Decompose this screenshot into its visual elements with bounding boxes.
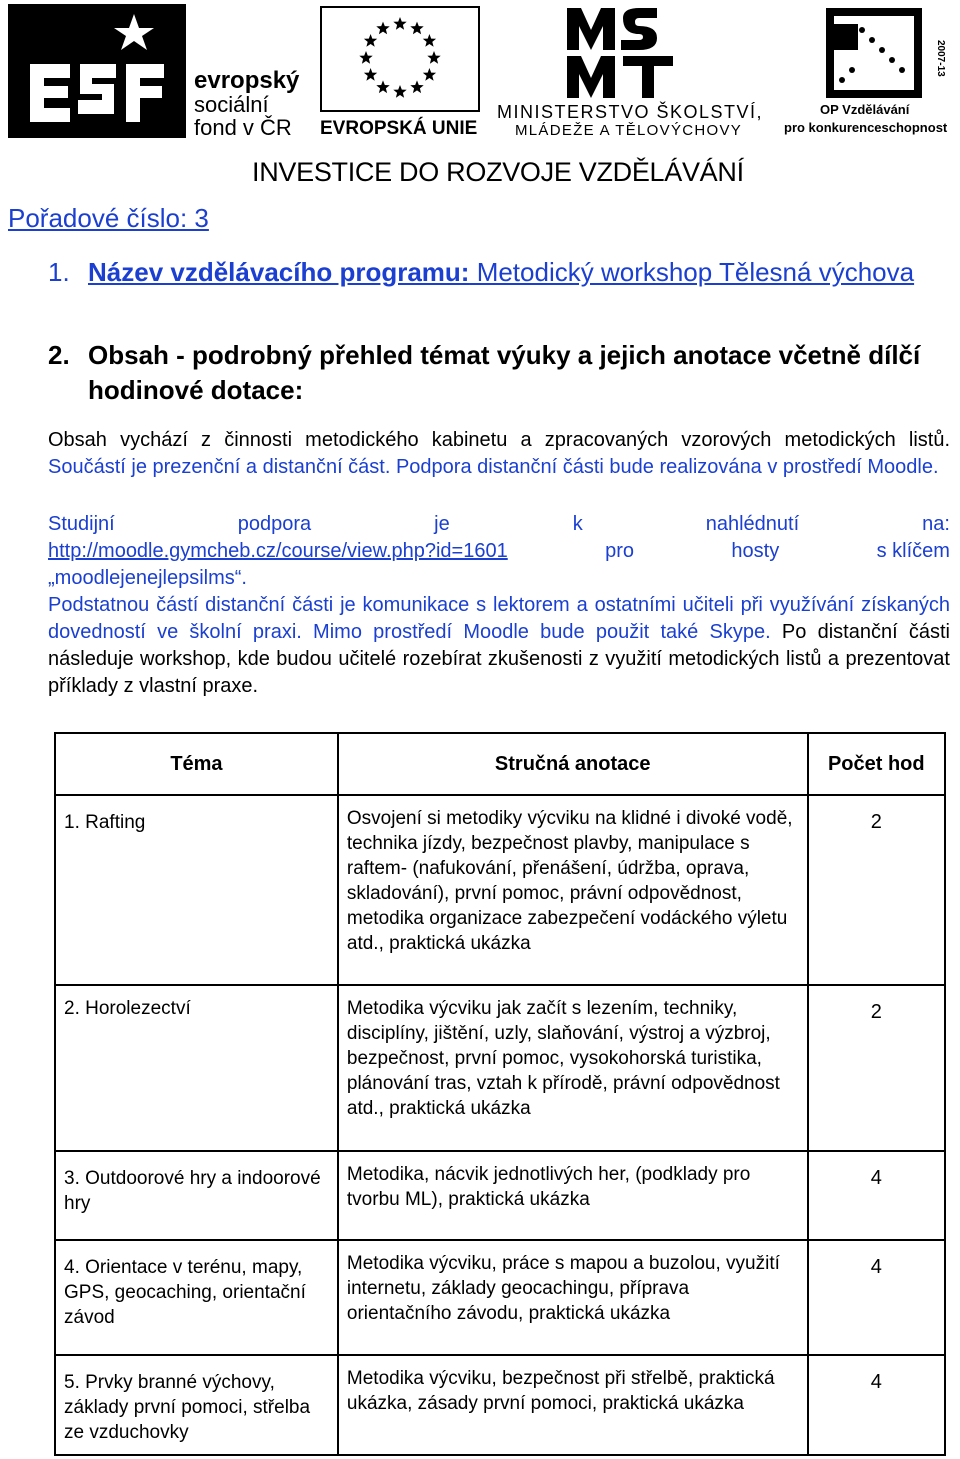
svg-text:MINISTERSTVO ŠKOLSTVÍ,: MINISTERSTVO ŠKOLSTVÍ, xyxy=(497,102,764,122)
svg-text:sociální: sociální xyxy=(194,92,269,117)
word: s klíčem xyxy=(876,540,950,562)
study-support-line xyxy=(48,511,950,538)
hours-cell: 4 xyxy=(870,1371,882,1393)
paragraph-distance-learning xyxy=(48,592,950,700)
topic-cell: 1. Rafting xyxy=(64,812,146,833)
header-hours: Počet hod xyxy=(808,733,945,795)
op-vzdelavani-logo xyxy=(782,4,958,136)
table-row xyxy=(55,795,945,985)
paragraph-text: Obsah vychází z činnosti metodického kabinetu a zpracovaných vzorových metodických listů. xyxy=(48,429,950,451)
hours-cell: 2 xyxy=(870,1001,882,1023)
hours-cell: 4 xyxy=(870,1256,882,1278)
content-heading xyxy=(48,338,953,408)
header-topic: Téma xyxy=(55,733,338,795)
program-name-label: Název vzdělávacího programu: xyxy=(88,257,470,287)
table-row xyxy=(55,1240,945,1355)
word: pro xyxy=(605,540,635,562)
word: podpora xyxy=(237,513,312,535)
esf-logo xyxy=(8,4,313,138)
annotation-cell: Metodika výcviku jak začít s lezením, techniky, disciplíny, jištění, uzly, slaňování, výstroj a výzbroj, bezpečnost, první pomoc, vysokohorská turistika, plánování tras, vztah k přírodě, právní odpovědnost atd., praktická ukázka xyxy=(346,998,780,1119)
paragraph-study-support xyxy=(48,511,950,592)
word: hosty xyxy=(731,540,780,562)
content-heading-text: Obsah - podrobný přehled témat výuky a jejich anotace včetně dílčí hodinové dotace: xyxy=(88,340,921,405)
svg-text:2007-13: 2007-13 xyxy=(935,40,946,77)
svg-text:pro konkurenceschopnost: pro konkurenceschopnost xyxy=(784,120,948,135)
word: je xyxy=(434,513,450,535)
svg-text:EVROPSKÁ UNIE: EVROPSKÁ UNIE xyxy=(320,118,478,138)
program-name-heading xyxy=(48,254,943,291)
paragraph-text-highlight: Součástí je prezenční a distanční část. Podpora distanční části bude realizována v prostředí Moodle. xyxy=(48,456,939,478)
program-name-value: Metodický workshop Tělesná výchova xyxy=(469,257,915,287)
word: na: xyxy=(922,513,950,535)
annotation-cell: Metodika výcviku, práce s mapou a buzolou, využití internetu, základy geocachingu, příprava orientačního závodu, praktická ukázka xyxy=(346,1253,780,1324)
item-number: 2. xyxy=(48,340,70,370)
svg-text:MLÁDEŽE A TĚLOVÝCHOVY: MLÁDEŽE A TĚLOVÝCHOVY xyxy=(515,122,743,136)
order-number: Pořadové číslo: 3 xyxy=(8,203,209,233)
svg-text:fond v ČR: fond v ČR xyxy=(194,115,292,138)
topic-cell: 3. Outdoorové hry a indoorové hry xyxy=(64,1168,321,1214)
header-annotation: Stručná anotace xyxy=(338,733,808,795)
study-support-link-line xyxy=(48,538,950,565)
word: nahlédnutí xyxy=(705,513,800,535)
topics-table xyxy=(54,732,946,1456)
topic-cell: 4. Orientace v terénu, mapy, GPS, geocaching, orientační závod xyxy=(64,1257,306,1328)
moodle-course-link[interactable]: http://moodle.gymcheb.cz/course/view.php?id=1601 xyxy=(48,540,508,562)
table-row xyxy=(55,1151,945,1240)
svg-text:evropský: evropský xyxy=(194,67,300,94)
slogan: INVESTICE DO ROZVOJE VZDĚLÁVÁNÍ xyxy=(252,157,744,187)
word: k xyxy=(572,513,583,535)
word: Studijní xyxy=(48,513,115,535)
hours-cell: 4 xyxy=(870,1167,882,1189)
table-header-row xyxy=(55,733,945,795)
eu-flag-logo xyxy=(320,6,482,138)
annotation-cell: Osvojení si metodiky výcviku na klidné i divoké vodě, technika jízdy, bezpečnost plavby, manipulace s raftem- (nafukování, přenášení, údržba, oprava, skladování), první pomoc, právní odpovědnost, metodika organizace zabezpečení vodáckého výletu atd., praktická ukázka xyxy=(346,808,793,954)
topic-cell: 2. Horolezectví xyxy=(64,998,191,1019)
paragraph-text-highlight: Podstatnou částí distanční části je komunikace s lektorem a ostatními učiteli při využívání získaných dovedností ve školní praxi. Mimo prostředí Moodle bude použit také Skype. xyxy=(48,594,950,643)
table-row xyxy=(55,1355,945,1455)
msmt-logo xyxy=(495,4,773,136)
paragraph-text: Po distanční části následuje workshop, kde budou učitelé rozebírat zkušenosti z využití metodických listů a prezentovat příklady z vlastní praxe. xyxy=(48,621,950,697)
annotation-cell: Metodika, nácvik jednotlivých her, (podklady pro tvorbu ML), praktická ukázka xyxy=(346,1164,751,1210)
hours-cell: 2 xyxy=(870,811,882,833)
table-row xyxy=(55,985,945,1151)
topic-cell: 5. Prvky branné výchovy, základy první pomoci, střelba ze vzduchovky xyxy=(64,1372,311,1443)
paragraph-content-intro xyxy=(48,427,950,481)
svg-text:OP Vzdělávání: OP Vzdělávání xyxy=(820,102,910,117)
moodle-guest-key: „moodlejenejlepsilms“. xyxy=(48,567,247,589)
item-number: 1. xyxy=(48,257,70,287)
annotation-cell: Metodika výcviku, bezpečnost při střelbě, praktická ukázka, zásady první pomoci, praktická ukázka xyxy=(346,1368,775,1414)
